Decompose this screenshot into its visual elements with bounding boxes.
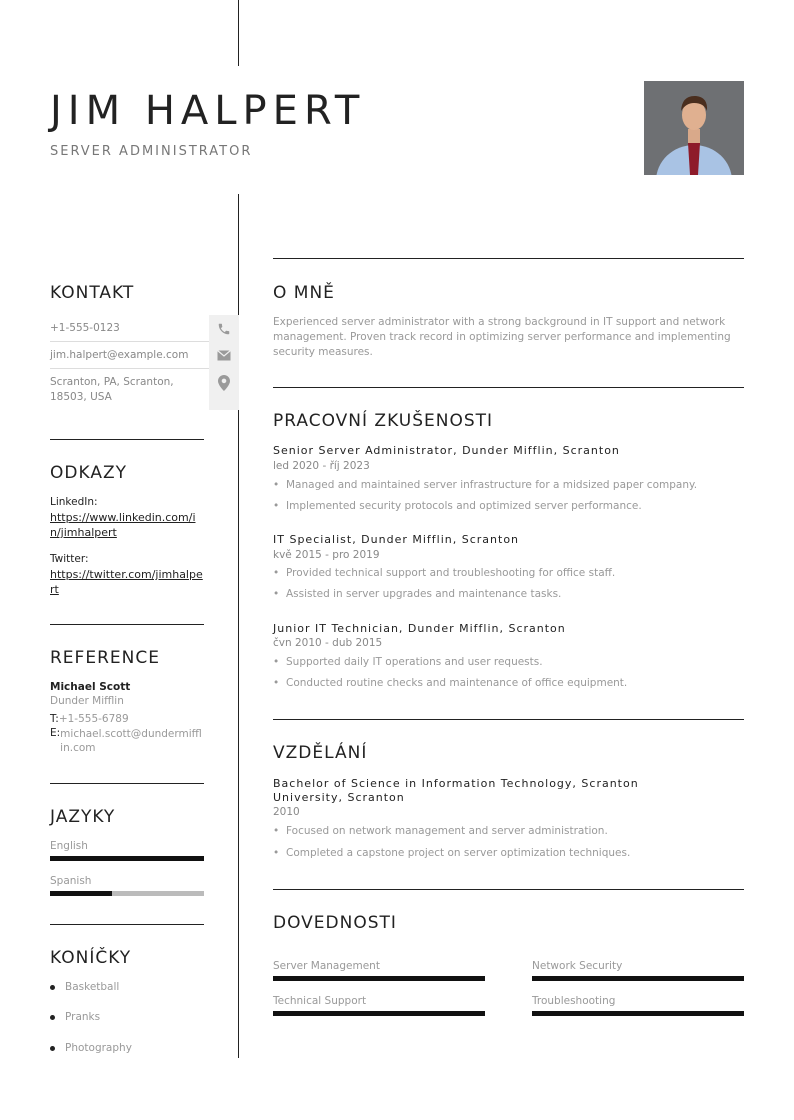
contact-section-title: KONTAKT bbox=[50, 283, 135, 303]
skills-section-title: DOVEDNOSTI bbox=[273, 913, 397, 933]
skill-label: Network Security bbox=[532, 960, 623, 972]
skill-bar bbox=[273, 1011, 485, 1016]
profile-photo bbox=[644, 81, 744, 175]
reference-phone-row bbox=[50, 713, 129, 725]
link-label-linkedin: LinkedIn: bbox=[50, 496, 98, 508]
bullet-dot: • bbox=[273, 500, 280, 512]
language-level-fill bbox=[50, 891, 112, 896]
language-level-bar bbox=[50, 891, 204, 896]
hobby-label: Basketball bbox=[65, 981, 120, 993]
job-bullet bbox=[273, 567, 744, 579]
bullet-dot: • bbox=[273, 588, 280, 600]
hobby-item bbox=[50, 1011, 100, 1023]
job-heading: IT Specialist, Dunder Mifflin, Scranton bbox=[273, 533, 520, 546]
job-bullet bbox=[273, 677, 744, 689]
language-english: English bbox=[50, 840, 88, 852]
link-twitter[interactable]: https://twitter.com/jimhalpert bbox=[50, 568, 203, 596]
divider bbox=[50, 924, 204, 925]
education-section-title: VZDĚLÁNÍ bbox=[273, 743, 368, 763]
job-heading: Senior Server Administrator, Dunder Mifflin, Scranton bbox=[273, 444, 620, 457]
skill-bar bbox=[532, 1011, 744, 1016]
hobby-label: Photography bbox=[65, 1042, 132, 1054]
phone-icon bbox=[209, 315, 239, 342]
skill-bar bbox=[273, 976, 485, 981]
bullet-dot: • bbox=[273, 677, 280, 689]
language-level-fill bbox=[50, 856, 204, 861]
candidate-name: JIM HALPERT bbox=[50, 88, 366, 134]
link-label-twitter: Twitter: bbox=[50, 553, 89, 565]
job-dates: led 2020 - říj 2023 bbox=[273, 460, 370, 472]
experience-section-title: PRACOVNÍ ZKUŠENOSTI bbox=[273, 411, 494, 431]
bullet-dot bbox=[50, 1046, 55, 1051]
envelope-icon bbox=[209, 342, 239, 369]
hobbies-section-title: KONÍČKY bbox=[50, 948, 132, 968]
candidate-title: SERVER ADMINISTRATOR bbox=[50, 144, 253, 159]
bullet-dot bbox=[50, 1015, 55, 1020]
hobby-label: Pranks bbox=[65, 1011, 101, 1023]
vertical-divider-top bbox=[238, 0, 239, 66]
contact-phone: +1-555-0123 bbox=[50, 322, 120, 334]
bullet-dot bbox=[50, 985, 55, 990]
reference-phone: +1-555-6789 bbox=[58, 713, 129, 725]
bullet-text: Conducted routine checks and maintenance of office equipment. bbox=[286, 677, 628, 689]
language-level-bar bbox=[50, 856, 204, 861]
location-pin-icon bbox=[209, 369, 239, 410]
divider bbox=[273, 387, 744, 388]
contact-phone-row bbox=[50, 315, 239, 342]
bullet-text: Managed and maintained server infrastructure for a midsized paper company. bbox=[286, 479, 698, 491]
link-linkedin[interactable]: https://www.linkedin.com/in/jimhalpert bbox=[50, 511, 196, 539]
bullet-dot: • bbox=[273, 825, 280, 837]
languages-section-title: JAZYKY bbox=[50, 807, 116, 827]
education-bullet bbox=[273, 825, 744, 837]
contact-address: Scranton, PA, Scranton, 18503, USA bbox=[50, 376, 174, 403]
hobby-item bbox=[50, 1042, 132, 1054]
reference-name: Michael Scott bbox=[50, 681, 131, 693]
skill-item bbox=[532, 995, 744, 1016]
reference-phone-label: T: bbox=[50, 713, 59, 725]
skill-label: Technical Support bbox=[273, 995, 367, 1007]
divider bbox=[50, 439, 204, 440]
contact-address-row bbox=[50, 369, 239, 410]
reference-section-title: REFERENCE bbox=[50, 648, 160, 668]
language-spanish: Spanish bbox=[50, 875, 92, 887]
education-heading: Bachelor of Science in Information Technology, Scranton University, Scranton bbox=[273, 777, 639, 804]
hobby-item bbox=[50, 981, 119, 993]
job-bullet bbox=[273, 479, 744, 491]
education-bullet bbox=[273, 847, 744, 859]
divider bbox=[273, 889, 744, 890]
bullet-text: Completed a capstone project on server optimization techniques. bbox=[286, 847, 631, 859]
divider bbox=[50, 624, 204, 625]
contact-email-row bbox=[50, 342, 239, 369]
links-section-title: ODKAZY bbox=[50, 463, 127, 483]
skill-item bbox=[273, 960, 485, 981]
job-dates: kvě 2015 - pro 2019 bbox=[273, 549, 380, 561]
bullet-dot: • bbox=[273, 479, 280, 491]
bullet-text: Implemented security protocols and optimized server performance. bbox=[286, 500, 642, 512]
bullet-text: Assisted in server upgrades and maintenance tasks. bbox=[286, 588, 562, 600]
divider bbox=[50, 783, 204, 784]
skill-item bbox=[273, 995, 485, 1016]
skill-bar bbox=[532, 976, 744, 981]
bullet-dot: • bbox=[273, 847, 280, 859]
reference-email-row bbox=[50, 727, 204, 755]
job-bullet bbox=[273, 588, 744, 600]
reference-email: michael.scott@dundermifflin.com bbox=[60, 728, 202, 754]
reference-company: Dunder Mifflin bbox=[50, 695, 124, 707]
about-section-title: O MNĚ bbox=[273, 283, 335, 303]
bullet-text: Supported daily IT operations and user requests. bbox=[286, 656, 543, 668]
job-dates: čvn 2010 - dub 2015 bbox=[273, 637, 383, 649]
skill-item bbox=[532, 960, 744, 981]
education-year: 2010 bbox=[273, 806, 300, 818]
divider bbox=[273, 719, 744, 720]
bullet-text: Provided technical support and troubleshooting for office staff. bbox=[286, 567, 616, 579]
bullet-dot: • bbox=[273, 656, 280, 668]
divider bbox=[273, 258, 744, 259]
bullet-dot: • bbox=[273, 567, 280, 579]
job-bullet bbox=[273, 656, 744, 668]
job-heading: Junior IT Technician, Dunder Mifflin, Scranton bbox=[273, 622, 566, 635]
reference-email-label: E: bbox=[50, 727, 61, 739]
bullet-text: Focused on network management and server administration. bbox=[286, 825, 608, 837]
about-text: Experienced server administrator with a strong background in IT support and network management. Proven track record in optimizing server performance and implementing security measures. bbox=[273, 316, 731, 358]
skill-label: Troubleshooting bbox=[532, 995, 616, 1007]
skill-label: Server Management bbox=[273, 960, 380, 972]
contact-email: jim.halpert@example.com bbox=[50, 349, 189, 361]
job-bullet bbox=[273, 500, 744, 512]
